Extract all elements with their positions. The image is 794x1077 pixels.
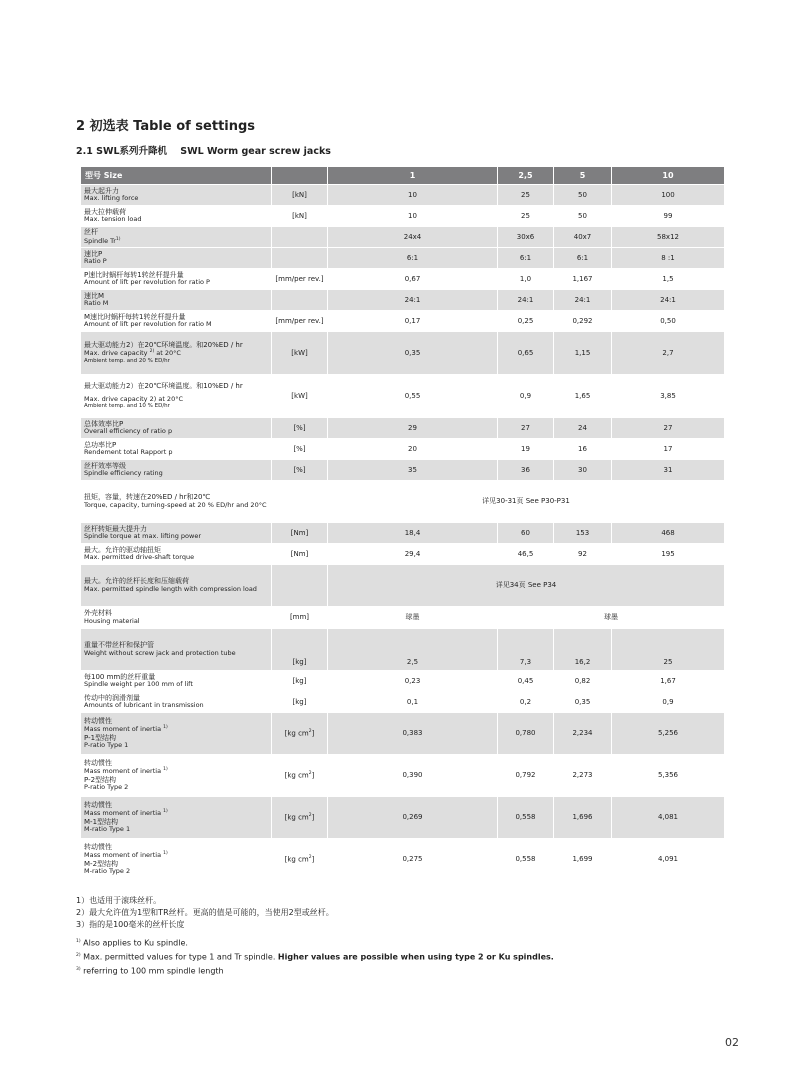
value-cell: 27 xyxy=(498,418,554,439)
footnote-zh-1: 1）也适用于滚珠丝杆。 xyxy=(76,896,162,905)
row-unit xyxy=(272,290,328,311)
value-cell: 92 xyxy=(554,544,612,565)
value-cell: 36 xyxy=(498,460,554,481)
value-cell: 1,15 xyxy=(554,332,612,375)
footnote-en-3: $^{3)}$ referring to 100 mm spindle length xyxy=(76,966,224,976)
value-cell: 24:1 xyxy=(328,290,498,311)
value-cell: 16 xyxy=(554,439,612,460)
row-label: 速比M Ratio M xyxy=(81,290,272,311)
value-cell: 29 xyxy=(328,418,498,439)
value-cell: 24:1 xyxy=(554,290,612,311)
table-row xyxy=(81,332,725,375)
table-row xyxy=(81,481,725,523)
value-cell: 17 xyxy=(612,439,725,460)
value-cell: 0,275 xyxy=(328,839,498,881)
value-cell: 19 xyxy=(498,439,554,460)
value-cell: 1,167 xyxy=(554,269,612,290)
row-label: 速比P Ratio P xyxy=(81,248,272,269)
row-unit: [kW] xyxy=(272,375,328,418)
row-label: 最大。允许的驱动轴扭矩 Max. permitted drive-shaft torque xyxy=(81,544,272,565)
value-cell: 1,5 xyxy=(612,269,725,290)
row-label: 丝杆转矩最大提升力 Spindle torque at max. lifting power xyxy=(81,523,272,544)
value-cell: 1,67 xyxy=(612,671,725,692)
table-row xyxy=(81,248,725,269)
value-cell: 7,3 xyxy=(498,629,554,671)
table-row xyxy=(81,185,725,206)
footnote-en-2: $^{2)}$ Max. permitted values for type 1 and Tr spindle. Higher values are possible when using type 2 or Ku spindles. xyxy=(76,952,554,962)
value-cell: 0,45 xyxy=(498,671,554,692)
value-cell: 0,35 xyxy=(328,332,498,375)
table-row xyxy=(81,544,725,565)
value-cell: 468 xyxy=(612,523,725,544)
value-cell: 球墨 xyxy=(498,607,725,629)
value-cell: 24x4 xyxy=(328,227,498,248)
table-row xyxy=(81,418,725,439)
value-cell: 29,4 xyxy=(328,544,498,565)
row-unit: [kg] xyxy=(272,671,328,692)
table-row xyxy=(81,839,725,881)
value-cell: 18,4 xyxy=(328,523,498,544)
header-size-10: 10 xyxy=(612,167,725,185)
row-label: 最大。允许的丝杆长度和压缩载荷 Max. permitted spindle length with compression load xyxy=(81,565,272,607)
header-size-2-5: 2,5 xyxy=(498,167,554,185)
row-unit xyxy=(272,248,328,269)
footnote-en-1: $^{1)}$ Also applies to Ku spindle. xyxy=(76,938,188,948)
value-cell: 1,65 xyxy=(554,375,612,418)
value-cell: 20 xyxy=(328,439,498,460)
row-unit xyxy=(272,227,328,248)
row-unit: [mm] xyxy=(272,607,328,629)
value-cell: 2,7 xyxy=(612,332,725,375)
value-cell: 25 xyxy=(498,185,554,206)
table-row xyxy=(81,269,725,290)
value-cell: 0,17 xyxy=(328,311,498,332)
row-unit: [kN] xyxy=(272,185,328,206)
row-label: 转动惯性 Mass moment of inertia $^{1)}$ P-2型结构 P-ratio Type 2 xyxy=(81,755,272,797)
row-label: 最大驱动能力2）在20℃环境温度。和20%ED / hr Max. drive capacity $^{2)}$ at 20°C Ambient temp. and 20 % ED/hr xyxy=(81,332,272,375)
value-cell: 50 xyxy=(554,185,612,206)
value-cell: 16,2 xyxy=(554,629,612,671)
value-cell: 25 xyxy=(498,206,554,227)
row-unit: [kg] xyxy=(272,629,328,671)
value-cell: 99 xyxy=(612,206,725,227)
row-unit: [kW] xyxy=(272,332,328,375)
row-label: 最大拉伸载荷 Max. tension load xyxy=(81,206,272,227)
table-row xyxy=(81,797,725,839)
row-label: M速比时蜗杆每转1转丝杆提升量 Amount of lift per revolution for ratio M xyxy=(81,311,272,332)
value-cell: 24:1 xyxy=(612,290,725,311)
row-unit: [mm/per rev.] xyxy=(272,311,328,332)
row-label: 总体效率比P Overall efficiency of ratio p xyxy=(81,418,272,439)
table-row xyxy=(81,692,725,713)
table-row xyxy=(81,460,725,481)
value-cell: 8 :1 xyxy=(612,248,725,269)
see-page-reference: 详见30-31页 See P30-P31 xyxy=(328,481,725,523)
value-cell: 4,091 xyxy=(612,839,725,881)
value-cell: 0,558 xyxy=(498,797,554,839)
section-heading: 2 初选表 Table of settings xyxy=(76,119,256,134)
value-cell: 0,1 xyxy=(328,692,498,713)
row-unit: [Nm] xyxy=(272,523,328,544)
value-cell: 0,780 xyxy=(498,713,554,755)
table-row xyxy=(81,206,725,227)
footnote-zh-3: 3）指的是100毫米的丝杆长度 xyxy=(76,920,185,929)
value-cell: 24 xyxy=(554,418,612,439)
row-unit: [%] xyxy=(272,418,328,439)
value-cell: 195 xyxy=(612,544,725,565)
value-cell: 0,55 xyxy=(328,375,498,418)
value-cell: 0,35 xyxy=(554,692,612,713)
row-unit: [kg $cm^2$] xyxy=(272,839,328,881)
footnote-zh-2: 2）最大允许值为1型和TR丝杆。更高的值是可能的，当使用2型或丝杆。 xyxy=(76,908,334,917)
row-label: 重量不带丝杆和保护管 Weight without screw jack and protection tube xyxy=(81,629,272,671)
settings-table xyxy=(80,166,725,881)
value-cell: 10 xyxy=(328,185,498,206)
value-cell: 0,792 xyxy=(498,755,554,797)
row-label: 最大起升力 Max. lifting force xyxy=(81,185,272,206)
value-cell: 2,273 xyxy=(554,755,612,797)
row-unit: [kg $cm^2$] xyxy=(272,797,328,839)
value-cell: 0,558 xyxy=(498,839,554,881)
value-cell: 6:1 xyxy=(498,248,554,269)
value-cell: 0,390 xyxy=(328,755,498,797)
value-cell: 46,5 xyxy=(498,544,554,565)
header-unit xyxy=(272,167,328,185)
value-cell: 2,5 xyxy=(328,629,498,671)
value-cell: 3,85 xyxy=(612,375,725,418)
value-cell: 6:1 xyxy=(554,248,612,269)
row-unit: [mm/per rev.] xyxy=(272,269,328,290)
value-cell: 0,9 xyxy=(498,375,554,418)
subsection-heading: 2.1 SWL系列升降机 SWL Worm gear screw jacks xyxy=(76,146,331,157)
value-cell: 153 xyxy=(554,523,612,544)
header-size-5: 5 xyxy=(554,167,612,185)
value-cell: 0,383 xyxy=(328,713,498,755)
row-label: 丝杆效率等级 Spindle efficiency rating xyxy=(81,460,272,481)
value-cell: 27 xyxy=(612,418,725,439)
value-cell: 24:1 xyxy=(498,290,554,311)
value-cell: 100 xyxy=(612,185,725,206)
value-cell: 35 xyxy=(328,460,498,481)
value-cell: 0,65 xyxy=(498,332,554,375)
page-number: 02 xyxy=(725,1036,739,1049)
table-row xyxy=(81,607,725,629)
row-label: 转动惯性 Mass moment of inertia $^{1)}$ M-1型结构 M-ratio Type 1 xyxy=(81,797,272,839)
value-cell: 4,081 xyxy=(612,797,725,839)
row-unit: [kg] xyxy=(272,692,328,713)
value-cell: 1,699 xyxy=(554,839,612,881)
table-row xyxy=(81,439,725,460)
value-cell: 1,696 xyxy=(554,797,612,839)
value-cell: 0,25 xyxy=(498,311,554,332)
row-unit xyxy=(272,481,328,523)
value-cell: 30 xyxy=(554,460,612,481)
row-unit: [%] xyxy=(272,439,328,460)
table-row xyxy=(81,671,725,692)
row-label: 外壳材料 Housing material xyxy=(81,607,272,629)
see-page-reference: 详见34页 See P34 xyxy=(328,565,725,607)
row-unit: [kg $cm^2$] xyxy=(272,713,328,755)
value-cell: 50 xyxy=(554,206,612,227)
row-unit: [kN] xyxy=(272,206,328,227)
footnotes-chinese xyxy=(76,895,334,931)
value-cell: 1,0 xyxy=(498,269,554,290)
value-cell: 6:1 xyxy=(328,248,498,269)
value-cell: 0,23 xyxy=(328,671,498,692)
value-cell: 0,82 xyxy=(554,671,612,692)
header-size-1: 1 xyxy=(328,167,498,185)
value-cell: 25 xyxy=(612,629,725,671)
value-cell: 0,50 xyxy=(612,311,725,332)
value-cell: 31 xyxy=(612,460,725,481)
row-unit: [%] xyxy=(272,460,328,481)
table-row xyxy=(81,713,725,755)
row-unit: [Nm] xyxy=(272,544,328,565)
value-cell: 球墨 xyxy=(328,607,498,629)
row-label: 最大驱动能力2）在20℃环境温度。和10%ED / hr Max. drive capacity 2) at 20°C Ambient temp. and 10 % ED/hr xyxy=(81,375,272,418)
row-label: 转动惯性 Mass moment of inertia $^{1)}$ P-1型结构 P-ratio Type 1 xyxy=(81,713,272,755)
row-label: 总功率比P Rendement total Rapport p xyxy=(81,439,272,460)
table-header-row xyxy=(81,167,725,185)
table-row xyxy=(81,523,725,544)
value-cell: 0,9 xyxy=(612,692,725,713)
row-label: 丝杆 Spindle Tr$^{1)}$ xyxy=(81,227,272,248)
table-row xyxy=(81,375,725,418)
row-unit xyxy=(272,565,328,607)
value-cell: 5,256 xyxy=(612,713,725,755)
value-cell: 30x6 xyxy=(498,227,554,248)
value-cell: 5,356 xyxy=(612,755,725,797)
value-cell: 10 xyxy=(328,206,498,227)
value-cell: 40x7 xyxy=(554,227,612,248)
row-label: 传动中的润滑剂量 Amounts of lubricant in transmission xyxy=(81,692,272,713)
table-row xyxy=(81,565,725,607)
row-label: P速比时蜗杆每转1转丝杆提升量 Amount of lift per revolution for ratio P xyxy=(81,269,272,290)
value-cell: 58x12 xyxy=(612,227,725,248)
table-row xyxy=(81,311,725,332)
row-label: 转动惯性 Mass moment of inertia $^{1)}$ M-2型结构 M-ratio Type 2 xyxy=(81,839,272,881)
header-size: 型号 Size xyxy=(81,167,272,185)
value-cell: 0,2 xyxy=(498,692,554,713)
row-unit: [kg $cm^2$] xyxy=(272,755,328,797)
row-label: 每100 mm的丝杆重量 Spindle weight per 100 mm of lift xyxy=(81,671,272,692)
table-row xyxy=(81,227,725,248)
value-cell: 0,269 xyxy=(328,797,498,839)
value-cell: 0,67 xyxy=(328,269,498,290)
table-row xyxy=(81,290,725,311)
value-cell: 60 xyxy=(498,523,554,544)
value-cell: 2,234 xyxy=(554,713,612,755)
value-cell: 0,292 xyxy=(554,311,612,332)
row-label: 扭矩，容量，转速在20%ED / hr和20℃ Torque, capacity, turning-speed at 20 % ED/hr and 20°C xyxy=(81,481,272,523)
table-row xyxy=(81,755,725,797)
table-row xyxy=(81,629,725,671)
footnotes-english xyxy=(76,936,554,978)
